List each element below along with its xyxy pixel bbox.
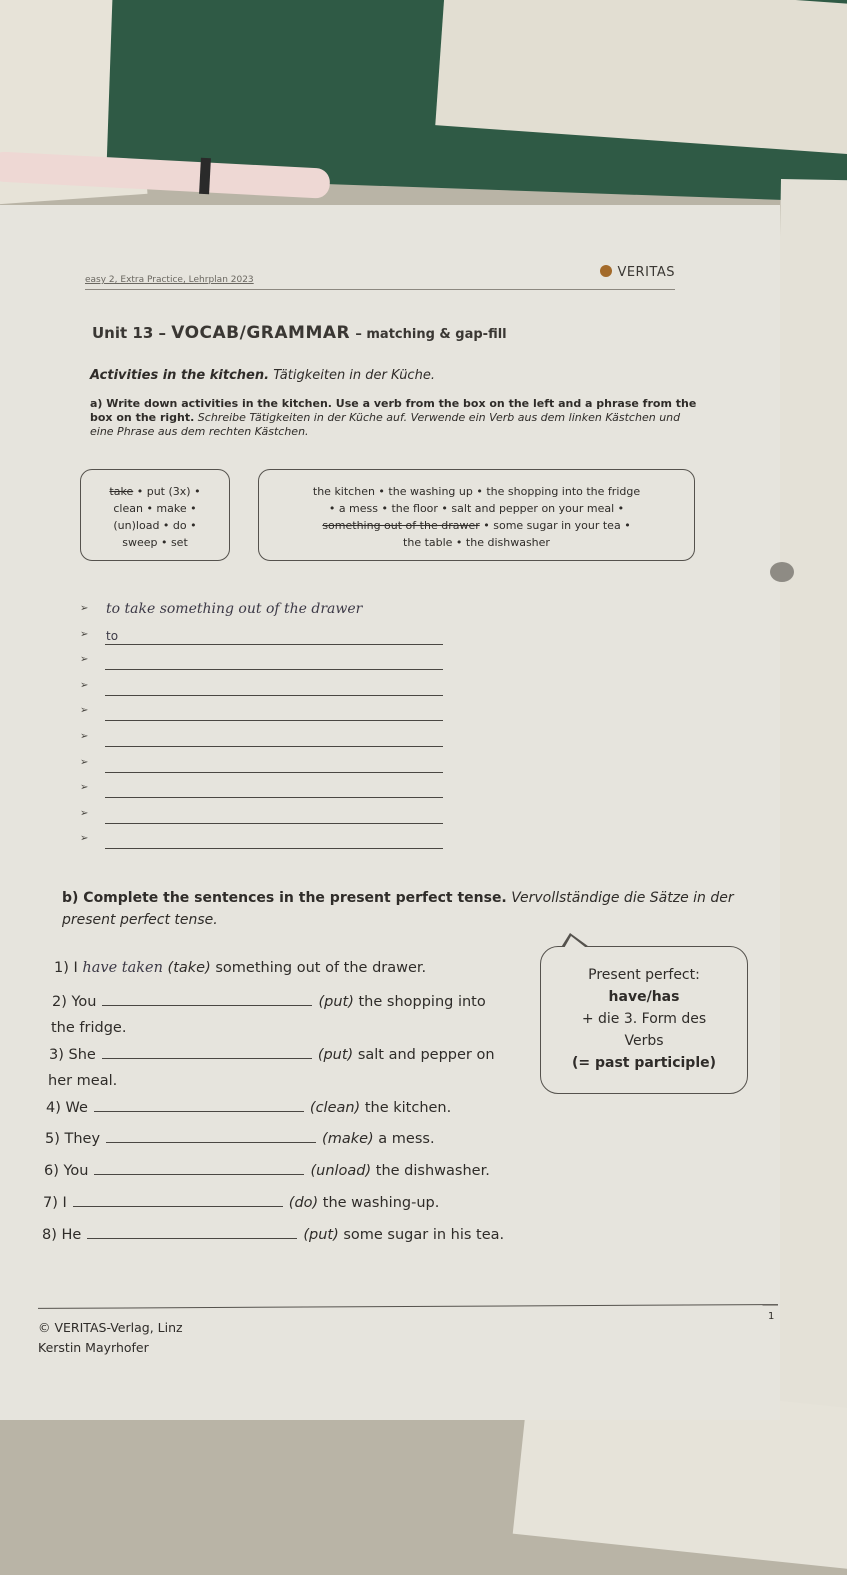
grammar-hint-bubble xyxy=(540,946,748,1094)
answer-line[interactable] xyxy=(80,678,460,704)
verbs-line-1: take • put (3x) • xyxy=(109,485,201,498)
worksheet-header xyxy=(85,263,675,290)
brand xyxy=(600,265,675,280)
arrow-icon: ➢ xyxy=(80,807,89,819)
answer-line[interactable] xyxy=(80,601,460,627)
header-source: easy 2, Extra Practice, Lehrplan 2023 xyxy=(85,275,254,285)
phrases-line-2: • a mess • the floor • salt and pepper on your meal • xyxy=(328,502,625,515)
arrow-icon: ➢ xyxy=(80,730,89,742)
sentence-5-blank[interactable] xyxy=(106,1129,316,1143)
task-b-instruction xyxy=(62,887,742,931)
verbs-line-3: (un)load • do • xyxy=(113,519,197,532)
task-b-instruction-en: b) Complete the sentences in the present perfect tense. xyxy=(62,890,507,906)
sentence-2-continued: the fridge. xyxy=(51,1020,127,1036)
arrow-icon: ➢ xyxy=(80,756,89,768)
phrases-box xyxy=(258,469,695,561)
sentence-2-blank[interactable] xyxy=(102,992,312,1006)
verbs-line-2: clean • make • xyxy=(113,502,197,515)
phrases-line-1: the kitchen • the washing up • the shopping into the fridge xyxy=(312,485,641,498)
arrow-icon: ➢ xyxy=(80,654,89,666)
section-subtitle xyxy=(90,368,435,383)
sentence-1: 1) I have taken (take) something out of the drawer. xyxy=(54,960,427,976)
sentence-6: 6) You (unload) the dishwasher. xyxy=(44,1163,490,1179)
arrow-icon: ➢ xyxy=(80,628,89,640)
arrow-icon: ➢ xyxy=(80,782,89,794)
sentence-8: 8) He (put) some sugar in his tea. xyxy=(42,1227,505,1243)
subtitle-english: Activities in the kitchen. xyxy=(90,368,270,383)
sentence-3: 3) She (put) salt and pepper on xyxy=(49,1047,495,1063)
sentence-3-blank[interactable] xyxy=(102,1045,312,1059)
sentence-5: 5) They (make) a mess. xyxy=(45,1131,435,1147)
sentence-4-blank[interactable] xyxy=(94,1098,304,1112)
arrow-icon: ➢ xyxy=(80,603,89,614)
arrow-icon: ➢ xyxy=(80,705,89,717)
worksheet xyxy=(0,205,780,1420)
phrases-line-4: the table • the dishwasher xyxy=(403,536,550,549)
answer-line[interactable] xyxy=(80,729,460,755)
answer-lines xyxy=(80,601,460,857)
hint-line-4: Verbs xyxy=(624,1033,664,1049)
hint-line-1: Present perfect: xyxy=(588,967,700,983)
footer-publisher: © VERITAS-Verlag, Linz xyxy=(38,1320,183,1335)
page-number: 1 xyxy=(768,1311,775,1322)
title-topic: VOCAB/GRAMMAR xyxy=(171,323,351,343)
sentence-7-blank[interactable] xyxy=(73,1193,283,1207)
task-a-instruction xyxy=(90,397,700,439)
punch-hole xyxy=(770,562,794,582)
brand-name: VERITAS xyxy=(617,265,675,280)
handwritten-answer: to take something out of the drawer xyxy=(106,601,363,617)
page-title xyxy=(92,323,507,343)
hint-line-3: + die 3. Form des xyxy=(581,1011,707,1027)
footer-divider xyxy=(38,1304,778,1309)
sentence-8-blank[interactable] xyxy=(87,1225,297,1239)
pen-clip xyxy=(199,158,211,194)
sentence-7: 7) I (do) the washing-up. xyxy=(43,1195,440,1211)
arrow-icon: ➢ xyxy=(80,679,89,691)
phrases-line-3: something out of the drawer • some sugar in your tea • xyxy=(322,519,631,532)
task-a-instruction-en: a) Write down activities in the kitchen. Use a verb from the box on the left and a phrase from the box on the right. xyxy=(90,397,697,424)
task-b-instruction-de: Vervollständige die Sätze in der present perfect tense. xyxy=(62,890,734,928)
veritas-logo-icon xyxy=(600,265,612,277)
task-a-instruction-de: Schreibe Tätigkeiten in der Küche auf. Verwende ein Verb aus dem linken Kästchen und eine Phrase aus dem rechten Kästchen. xyxy=(90,411,681,438)
footer-author: Kerstin Mayrhofer xyxy=(38,1340,149,1355)
handwritten-answer: have taken xyxy=(82,960,163,976)
verbs-box xyxy=(80,469,230,561)
answer-line[interactable] xyxy=(80,703,460,729)
hint-line-5: (= past participle) xyxy=(571,1055,717,1071)
hint-line-2: have/has xyxy=(608,989,680,1005)
verbs-line-4: sweep • set xyxy=(122,536,188,549)
sentence-4: 4) We (clean) the kitchen. xyxy=(46,1100,452,1116)
answer-line[interactable] xyxy=(80,806,460,832)
answer-line[interactable] xyxy=(80,755,460,781)
answer-line[interactable] xyxy=(80,831,460,857)
title-suffix: – matching & gap-fill xyxy=(355,327,507,342)
answer-line[interactable] xyxy=(80,627,460,653)
arrow-icon: ➢ xyxy=(80,833,89,845)
subtitle-german: Tätigkeiten in der Küche. xyxy=(273,368,435,383)
title-unit: Unit 13 – xyxy=(92,324,166,342)
sentence-2: 2) You (put) the shopping into xyxy=(52,994,486,1010)
sentence-6-blank[interactable] xyxy=(94,1161,304,1175)
answer-line[interactable] xyxy=(80,780,460,806)
sentence-3-continued: her meal. xyxy=(48,1073,118,1089)
answer-stub: to xyxy=(106,628,119,643)
answer-line[interactable] xyxy=(80,652,460,678)
